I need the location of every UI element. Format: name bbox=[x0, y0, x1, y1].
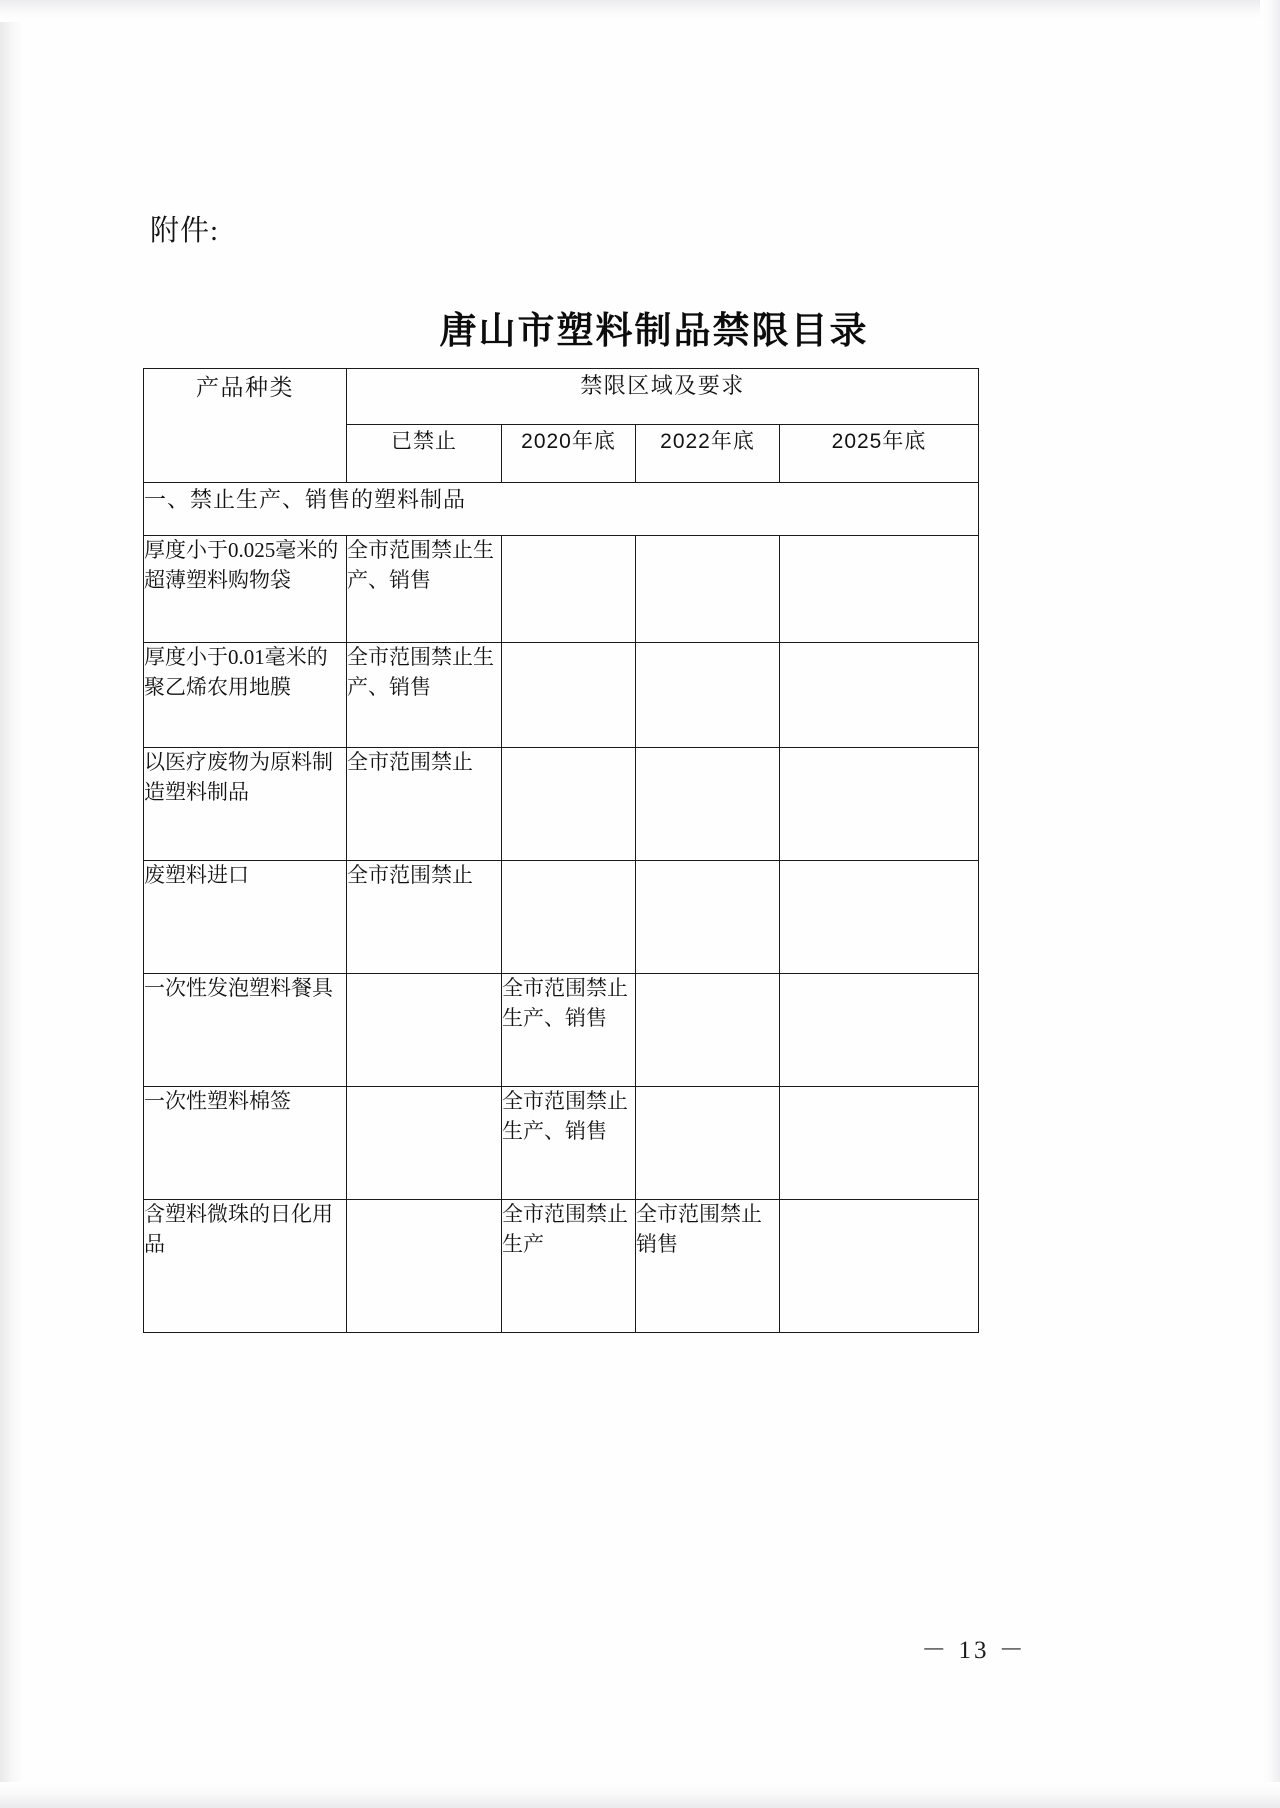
cell-by-2022 bbox=[636, 974, 780, 1087]
column-header-product-category bbox=[144, 369, 347, 483]
page-title: 唐山市塑料制品禁限目录 bbox=[439, 311, 869, 352]
cell-already-banned: 全市范围禁止 bbox=[347, 748, 502, 861]
column-header-by-2022: 2022年底 bbox=[636, 425, 780, 483]
cell-by-2022 bbox=[636, 1087, 780, 1200]
table-row bbox=[144, 643, 979, 748]
column-header-already-banned: 已禁止 bbox=[347, 425, 502, 483]
scan-edge-top bbox=[0, 0, 1280, 22]
cell-product: 一次性塑料棉签 bbox=[144, 1087, 347, 1200]
plastic-ban-catalog-table bbox=[143, 368, 979, 1333]
cell-already-banned bbox=[347, 1087, 502, 1200]
cell-already-banned: 全市范围禁止生产、销售 bbox=[347, 536, 502, 643]
cell-by-2025 bbox=[780, 1200, 979, 1333]
cell-by-2025 bbox=[780, 1087, 979, 1200]
cell-by-2025 bbox=[780, 536, 979, 643]
cell-already-banned: 全市范围禁止生产、销售 bbox=[347, 643, 502, 748]
cell-by-2025 bbox=[780, 748, 979, 861]
cell-by-2020 bbox=[502, 748, 636, 861]
cell-by-2022: 全市范围禁止销售 bbox=[636, 1200, 780, 1333]
cell-by-2025 bbox=[780, 974, 979, 1087]
cell-by-2025 bbox=[780, 861, 979, 974]
page-number: － 13 － bbox=[921, 1637, 1027, 1664]
cell-by-2020: 全市范围禁止生产、销售 bbox=[502, 974, 636, 1087]
cell-by-2020 bbox=[502, 861, 636, 974]
column-header-by-2025: 2025年底 bbox=[780, 425, 979, 483]
cell-product: 含塑料微珠的日化用品 bbox=[144, 1200, 347, 1333]
table-row bbox=[144, 748, 979, 861]
column-header-by-2020: 2020年底 bbox=[502, 425, 636, 483]
cell-product: 一次性发泡塑料餐具 bbox=[144, 974, 347, 1087]
column-header-scope-group: 禁限区域及要求 bbox=[347, 369, 979, 425]
table-row bbox=[144, 1200, 979, 1333]
cell-by-2020: 全市范围禁止生产 bbox=[502, 1200, 636, 1333]
section-title-banned-production-sale: 一、禁止生产、销售的塑料制品 bbox=[144, 483, 979, 536]
cell-by-2022 bbox=[636, 861, 780, 974]
cell-by-2020 bbox=[502, 536, 636, 643]
cell-by-2025 bbox=[780, 643, 979, 748]
column-header-product-category-label: 产品种类 bbox=[196, 375, 294, 400]
table-row bbox=[144, 974, 979, 1087]
cell-by-2020: 全市范围禁止生产、销售 bbox=[502, 1087, 636, 1200]
cell-product: 厚度小于0.01毫米的聚乙烯农用地膜 bbox=[144, 643, 347, 748]
cell-by-2022 bbox=[636, 748, 780, 861]
scan-edge-bottom bbox=[0, 1782, 1280, 1808]
table-row bbox=[144, 1087, 979, 1200]
cell-by-2022 bbox=[636, 536, 780, 643]
cell-already-banned: 全市范围禁止 bbox=[347, 861, 502, 974]
scan-edge-left bbox=[0, 0, 26, 1808]
cell-by-2020 bbox=[502, 643, 636, 748]
cell-product: 废塑料进口 bbox=[144, 861, 347, 974]
attachment-label: 附件: bbox=[150, 215, 220, 247]
table-header-row-group bbox=[144, 369, 979, 425]
cell-already-banned bbox=[347, 1200, 502, 1333]
cell-product: 以医疗废物为原料制造塑料制品 bbox=[144, 748, 347, 861]
cell-by-2022 bbox=[636, 643, 780, 748]
table-row bbox=[144, 536, 979, 643]
scan-edge-right bbox=[1260, 0, 1280, 1808]
table-row bbox=[144, 861, 979, 974]
cell-product: 厚度小于0.025毫米的超薄塑料购物袋 bbox=[144, 536, 347, 643]
cell-already-banned bbox=[347, 974, 502, 1087]
table-section-header-row bbox=[144, 483, 979, 536]
